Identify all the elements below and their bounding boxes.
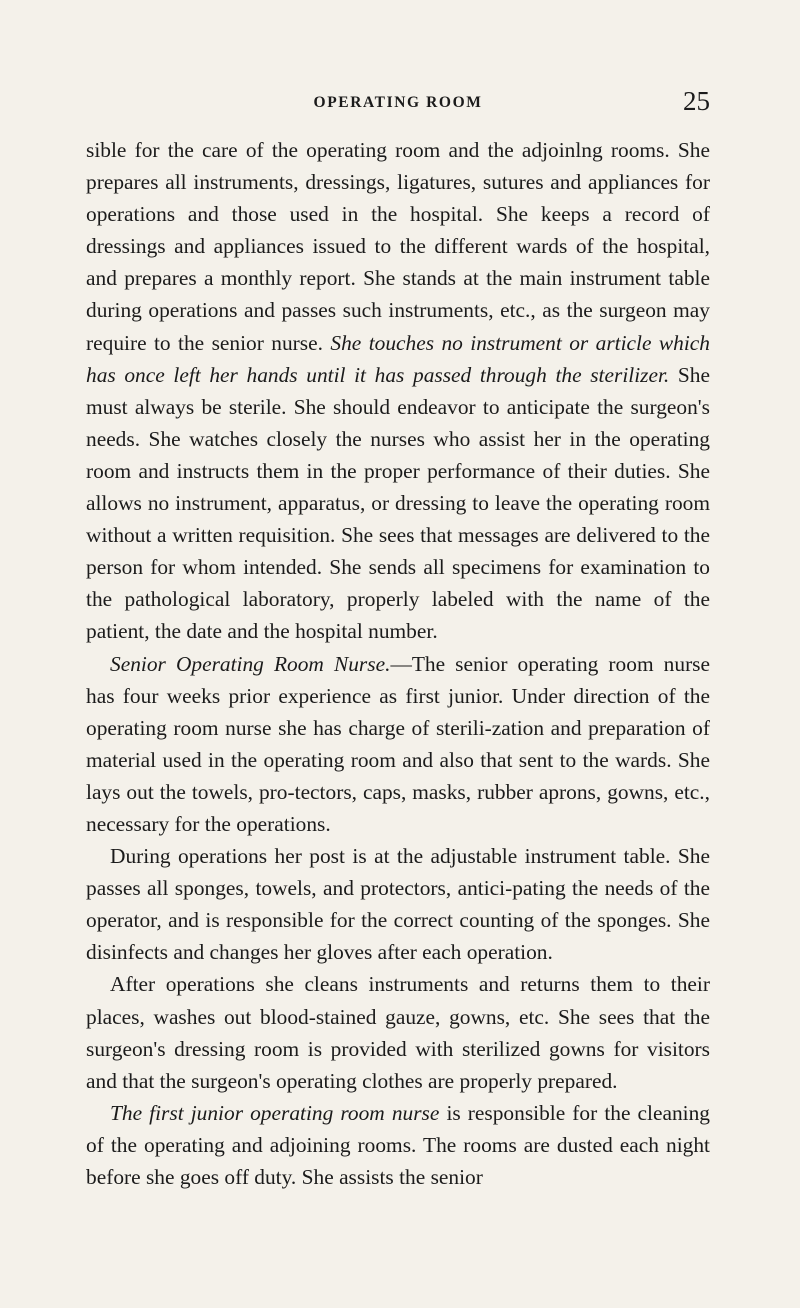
paragraph-text: sible for the care of the operating room and the adjoinlng rooms. She prepares all instruments, dressings, ligatures, sutures and appliances for operations and those used in the hospital. She keeps a record of dressings and appliances issued to the different wards of the hospital, and prepares a monthly report. She stands at the main instrument table during operations and passes such instruments, etc., as the surgeon may require to the senior nurse.: [86, 138, 710, 355]
paragraph-text: is responsible for the cleaning of the operating and adjoining rooms. The rooms are dusted each night before she goes off duty. She assists the senior: [86, 1100, 710, 1189]
running-head: [86, 86, 710, 126]
paragraph-2: [86, 648, 710, 841]
paragraph-3: [86, 840, 710, 968]
body-text: [86, 134, 710, 1193]
paragraph-text: During operations her post is at the adjustable instrument table. She passes all sponges, towels, and protectors, antici-pating the needs of the operator, and is responsible for the correct counting of the sponges. She disinfects and changes her gloves after each operation.: [86, 844, 710, 965]
section-heading-first-junior-nurse: The first junior operating room nurse: [110, 1100, 440, 1125]
section-heading-senior-nurse: Senior Operating Room Nurse.: [110, 651, 391, 676]
emphasized-text: She touches no instrument or article which has once left her hands until it has passed through the sterilizer.: [86, 330, 710, 387]
paragraph-4: [86, 968, 710, 1096]
running-title: OPERATING ROOM: [313, 94, 483, 111]
paragraph-1: [86, 134, 710, 648]
paragraph-text: —The senior operating room nurse has four weeks prior experience as first junior. Under direction of the operating room nurse she has charge of sterili-zation and preparation of material used in the operating room and also that sent to the wards. She lays out the towels, pro-tectors, caps, masks, rubber aprons, gowns, etc., necessary for the operations.: [86, 651, 711, 836]
paragraph-5: [86, 1097, 710, 1193]
paragraph-text: After operations she cleans instruments and returns them to their places, washes out blood-stained gauze, gowns, etc. She sees that the surgeon's dressing room is provided with sterilized gowns for visitors and that the surgeon's operating clothes are properly prepared.: [86, 972, 710, 1093]
page-number: 25: [683, 86, 710, 116]
paragraph-text: She must always be sterile. She should endeavor to anticipate the surgeon's needs. She watches closely the nurses who assist her in the operating room and instructs them in the proper performance of their duties. She allows no instrument, apparatus, or dressing to leave the operating room without a written requisition. She sees that messages are delivered to the person for whom intended. She sends all specimens for examination to the pathological laboratory, properly labeled with the name of the patient, the date and the hospital number.: [86, 362, 710, 644]
